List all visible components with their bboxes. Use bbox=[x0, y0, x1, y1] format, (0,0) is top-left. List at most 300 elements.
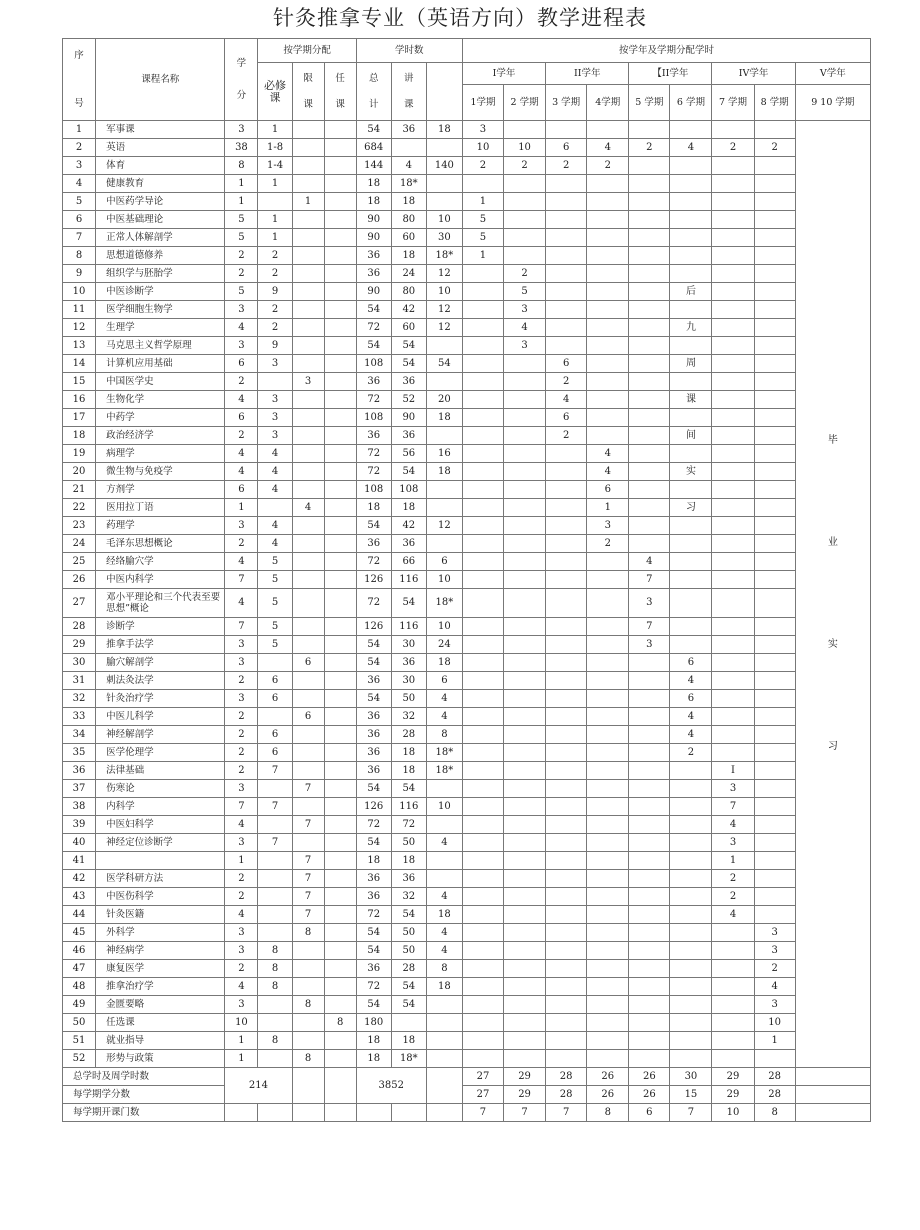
table-cell: 2 bbox=[504, 265, 546, 283]
table-cell bbox=[712, 618, 754, 636]
table-cell bbox=[712, 301, 754, 319]
graduation-internship-cell bbox=[795, 121, 870, 1068]
table-cell: 10 bbox=[426, 283, 462, 301]
course-name: 微生物与免疫学 bbox=[96, 463, 225, 481]
table-cell: 38 bbox=[225, 139, 258, 157]
table-cell: 7 bbox=[712, 798, 754, 816]
table-cell bbox=[670, 618, 712, 636]
table-cell: 4 bbox=[225, 319, 258, 337]
table-cell bbox=[324, 553, 356, 571]
table-cell: 3 bbox=[225, 942, 258, 960]
table-cell bbox=[754, 553, 795, 571]
table-cell: 1 bbox=[587, 499, 629, 517]
table-cell: 2 bbox=[587, 535, 629, 553]
table-cell bbox=[587, 193, 629, 211]
table-cell bbox=[462, 654, 503, 672]
table-cell bbox=[587, 744, 629, 762]
table-cell: 6 bbox=[546, 409, 587, 427]
table-cell bbox=[324, 355, 356, 373]
table-cell bbox=[292, 211, 324, 229]
table-row bbox=[63, 373, 871, 391]
header-hours-blank bbox=[426, 63, 462, 121]
summary-cell bbox=[292, 1104, 324, 1122]
table-cell bbox=[629, 1050, 670, 1068]
table-cell: 7 bbox=[258, 834, 292, 852]
term-credit-cell: 29 bbox=[504, 1086, 546, 1104]
table-cell bbox=[754, 852, 795, 870]
table-cell bbox=[712, 193, 754, 211]
table-cell bbox=[324, 798, 356, 816]
table-cell bbox=[587, 798, 629, 816]
table-cell bbox=[629, 355, 670, 373]
row-seq: 29 bbox=[63, 636, 96, 654]
table-cell bbox=[712, 517, 754, 535]
table-cell bbox=[754, 121, 795, 139]
table-cell: 1 bbox=[225, 1050, 258, 1068]
table-cell bbox=[712, 942, 754, 960]
table-row bbox=[63, 121, 871, 139]
table-cell: 2 bbox=[754, 960, 795, 978]
table-cell bbox=[462, 780, 503, 798]
table-cell bbox=[324, 391, 356, 409]
table-cell bbox=[292, 744, 324, 762]
table-cell bbox=[712, 463, 754, 481]
table-cell: 间 bbox=[670, 427, 712, 445]
weekly-hours-cell: 26 bbox=[587, 1068, 629, 1086]
table-cell: 4 bbox=[670, 672, 712, 690]
table-cell: 6 bbox=[426, 672, 462, 690]
table-cell: 18 bbox=[426, 121, 462, 139]
table-cell bbox=[670, 175, 712, 193]
table-cell: 6 bbox=[258, 726, 292, 744]
table-cell bbox=[546, 906, 587, 924]
row-seq: 14 bbox=[63, 355, 96, 373]
table-cell bbox=[587, 996, 629, 1014]
table-cell: 36 bbox=[356, 672, 391, 690]
table-cell: 24 bbox=[426, 636, 462, 654]
table-cell bbox=[712, 391, 754, 409]
table-cell: 18 bbox=[356, 1032, 391, 1050]
course-name: 形势与政策 bbox=[96, 1050, 225, 1068]
table-cell bbox=[292, 319, 324, 337]
course-name: 刺法灸法学 bbox=[96, 672, 225, 690]
table-cell bbox=[587, 618, 629, 636]
table-cell bbox=[754, 762, 795, 780]
table-cell bbox=[462, 618, 503, 636]
table-cell: 12 bbox=[426, 319, 462, 337]
table-cell: 5 bbox=[225, 283, 258, 301]
table-cell: 1 bbox=[712, 852, 754, 870]
table-cell bbox=[504, 744, 546, 762]
table-cell bbox=[670, 121, 712, 139]
table-cell bbox=[292, 942, 324, 960]
table-cell bbox=[292, 618, 324, 636]
table-cell bbox=[504, 726, 546, 744]
table-cell bbox=[324, 445, 356, 463]
table-cell: 36 bbox=[356, 960, 391, 978]
table-cell: 8 bbox=[225, 157, 258, 175]
table-cell bbox=[462, 355, 503, 373]
table-cell bbox=[546, 1050, 587, 1068]
table-cell bbox=[292, 121, 324, 139]
table-cell bbox=[712, 283, 754, 301]
table-cell bbox=[754, 535, 795, 553]
table-cell: 3 bbox=[225, 337, 258, 355]
table-cell: 10 bbox=[225, 1014, 258, 1032]
table-cell bbox=[629, 175, 670, 193]
course-name: 诊断学 bbox=[96, 618, 225, 636]
table-cell: 36 bbox=[391, 654, 426, 672]
table-cell: 60 bbox=[391, 229, 426, 247]
table-cell bbox=[324, 744, 356, 762]
table-cell: 10 bbox=[426, 211, 462, 229]
table-cell: 6 bbox=[670, 690, 712, 708]
table-cell: 30 bbox=[426, 229, 462, 247]
table-cell bbox=[587, 337, 629, 355]
row-seq: 27 bbox=[63, 589, 96, 618]
table-cell bbox=[546, 870, 587, 888]
table-cell bbox=[462, 175, 503, 193]
table-cell: 2 bbox=[546, 427, 587, 445]
table-cell bbox=[258, 193, 292, 211]
row-seq: 52 bbox=[63, 1050, 96, 1068]
table-cell bbox=[712, 157, 754, 175]
table-cell bbox=[629, 319, 670, 337]
table-cell: 6 bbox=[258, 744, 292, 762]
table-cell bbox=[462, 463, 503, 481]
table-cell bbox=[629, 978, 670, 996]
summary-cell bbox=[324, 1068, 356, 1104]
table-cell bbox=[670, 942, 712, 960]
row-seq: 20 bbox=[63, 463, 96, 481]
table-cell: 18 bbox=[391, 744, 426, 762]
course-count-cell: 8 bbox=[754, 1104, 795, 1122]
table-cell bbox=[324, 762, 356, 780]
table-cell bbox=[426, 1014, 462, 1032]
table-cell bbox=[546, 121, 587, 139]
table-cell bbox=[587, 780, 629, 798]
table-cell bbox=[292, 589, 324, 618]
course-name: 组织学与胚胎学 bbox=[96, 265, 225, 283]
table-row bbox=[63, 301, 871, 319]
table-cell bbox=[670, 589, 712, 618]
table-row bbox=[63, 553, 871, 571]
row-seq: 38 bbox=[63, 798, 96, 816]
table-cell: 2 bbox=[504, 157, 546, 175]
table-cell: 4 bbox=[258, 463, 292, 481]
table-cell: 36 bbox=[356, 744, 391, 762]
table-cell: 2 bbox=[754, 139, 795, 157]
table-cell bbox=[670, 906, 712, 924]
table-row bbox=[63, 265, 871, 283]
summary-label-courses: 每学期开课门数 bbox=[63, 1104, 225, 1122]
table-cell bbox=[462, 409, 503, 427]
table-cell: 5 bbox=[258, 636, 292, 654]
table-cell bbox=[712, 571, 754, 589]
table-cell bbox=[712, 996, 754, 1014]
table-cell bbox=[292, 229, 324, 247]
table-cell: 3 bbox=[225, 996, 258, 1014]
course-name: 神经定位诊断学 bbox=[96, 834, 225, 852]
table-cell bbox=[504, 1032, 546, 1050]
weekly-hours-cell: 27 bbox=[462, 1068, 503, 1086]
table-cell bbox=[754, 481, 795, 499]
table-row bbox=[63, 834, 871, 852]
table-cell bbox=[324, 690, 356, 708]
table-cell bbox=[292, 481, 324, 499]
course-name: 政治经济学 bbox=[96, 427, 225, 445]
table-cell: 10 bbox=[426, 571, 462, 589]
table-cell: 8 bbox=[258, 960, 292, 978]
table-row bbox=[63, 636, 871, 654]
table-cell: 8 bbox=[258, 1032, 292, 1050]
table-cell bbox=[324, 978, 356, 996]
table-cell: 5 bbox=[258, 618, 292, 636]
table-cell bbox=[754, 672, 795, 690]
table-cell bbox=[587, 553, 629, 571]
table-cell bbox=[504, 409, 546, 427]
table-cell: 72 bbox=[356, 978, 391, 996]
table-cell bbox=[324, 409, 356, 427]
table-cell bbox=[587, 978, 629, 996]
table-cell: 课 bbox=[670, 391, 712, 409]
summary-cell bbox=[795, 1086, 870, 1104]
course-name: 任选课 bbox=[96, 1014, 225, 1032]
table-cell bbox=[754, 391, 795, 409]
table-cell: 36 bbox=[356, 265, 391, 283]
table-cell bbox=[587, 1050, 629, 1068]
table-cell bbox=[504, 924, 546, 942]
row-seq: 23 bbox=[63, 517, 96, 535]
term-credit-cell: 15 bbox=[670, 1086, 712, 1104]
table-cell bbox=[754, 193, 795, 211]
table-row bbox=[63, 589, 871, 618]
course-name: 生物化学 bbox=[96, 391, 225, 409]
table-cell: 2 bbox=[258, 247, 292, 265]
course-name: 神经病学 bbox=[96, 942, 225, 960]
table-cell: 6 bbox=[292, 654, 324, 672]
table-cell bbox=[462, 589, 503, 618]
table-cell bbox=[587, 427, 629, 445]
table-cell bbox=[546, 636, 587, 654]
table-cell bbox=[629, 888, 670, 906]
table-cell: 72 bbox=[356, 319, 391, 337]
table-cell: 2 bbox=[225, 726, 258, 744]
table-cell: 18 bbox=[426, 654, 462, 672]
table-cell bbox=[462, 978, 503, 996]
table-cell: 7 bbox=[225, 618, 258, 636]
table-cell bbox=[546, 463, 587, 481]
table-cell bbox=[670, 762, 712, 780]
table-cell bbox=[546, 319, 587, 337]
table-cell bbox=[670, 888, 712, 906]
table-cell bbox=[546, 193, 587, 211]
table-row bbox=[63, 229, 871, 247]
header-lecture: 讲 课 bbox=[391, 63, 426, 121]
row-seq: 35 bbox=[63, 744, 96, 762]
table-cell bbox=[629, 229, 670, 247]
table-cell bbox=[670, 924, 712, 942]
table-cell: 28 bbox=[391, 960, 426, 978]
table-cell: 54 bbox=[356, 834, 391, 852]
table-cell bbox=[324, 618, 356, 636]
table-cell: 5 bbox=[462, 229, 503, 247]
table-cell: 3 bbox=[258, 391, 292, 409]
course-name: 医用拉丁语 bbox=[96, 499, 225, 517]
course-name: 病理学 bbox=[96, 445, 225, 463]
table-cell bbox=[426, 499, 462, 517]
table-cell: 6 bbox=[225, 409, 258, 427]
summary-row-hours bbox=[63, 1068, 871, 1086]
table-cell: 9 bbox=[258, 337, 292, 355]
course-name: 内科学 bbox=[96, 798, 225, 816]
table-cell bbox=[292, 726, 324, 744]
table-cell: 18 bbox=[356, 499, 391, 517]
table-row bbox=[63, 481, 871, 499]
course-name: 医学科研方法 bbox=[96, 870, 225, 888]
table-cell bbox=[546, 780, 587, 798]
table-cell bbox=[462, 481, 503, 499]
table-cell bbox=[462, 852, 503, 870]
table-cell bbox=[546, 535, 587, 553]
table-cell: 72 bbox=[356, 445, 391, 463]
table-cell bbox=[629, 708, 670, 726]
table-cell: 7 bbox=[292, 852, 324, 870]
table-cell bbox=[670, 960, 712, 978]
header-term-1: 1学期 bbox=[462, 85, 503, 121]
row-seq: 15 bbox=[63, 373, 96, 391]
table-cell: 2 bbox=[712, 139, 754, 157]
table-cell bbox=[504, 870, 546, 888]
table-cell: 3 bbox=[754, 942, 795, 960]
table-cell bbox=[426, 175, 462, 193]
table-cell: 4 bbox=[225, 553, 258, 571]
table-cell: 8 bbox=[292, 996, 324, 1014]
row-seq: 42 bbox=[63, 870, 96, 888]
table-cell bbox=[670, 1032, 712, 1050]
table-cell: 18 bbox=[391, 499, 426, 517]
table-cell: 36 bbox=[356, 708, 391, 726]
table-cell bbox=[504, 618, 546, 636]
term-credit-cell: 26 bbox=[587, 1086, 629, 1104]
header-term-9-10: 9 10 学期 bbox=[795, 85, 870, 121]
table-cell: 3 bbox=[712, 780, 754, 798]
table-cell: 7 bbox=[629, 618, 670, 636]
table-cell bbox=[546, 726, 587, 744]
table-cell bbox=[629, 690, 670, 708]
table-cell: 52 bbox=[391, 391, 426, 409]
table-cell bbox=[629, 337, 670, 355]
table-cell: 7 bbox=[292, 870, 324, 888]
table-cell bbox=[462, 283, 503, 301]
table-cell: 2 bbox=[670, 744, 712, 762]
table-cell bbox=[629, 481, 670, 499]
table-cell bbox=[462, 337, 503, 355]
table-cell bbox=[324, 589, 356, 618]
table-cell: 2 bbox=[587, 157, 629, 175]
table-cell bbox=[504, 517, 546, 535]
table-cell bbox=[324, 780, 356, 798]
table-cell bbox=[754, 319, 795, 337]
table-cell: 3 bbox=[225, 517, 258, 535]
table-cell bbox=[324, 157, 356, 175]
table-cell bbox=[629, 942, 670, 960]
course-name: 邓小平理论和三个代表至要思想”概论 bbox=[96, 589, 225, 618]
table-cell bbox=[670, 301, 712, 319]
header-term-2: 2 学期 bbox=[504, 85, 546, 121]
table-cell: 1 bbox=[258, 211, 292, 229]
table-cell bbox=[462, 672, 503, 690]
table-cell: 4 bbox=[225, 589, 258, 618]
graduation-char: 习 bbox=[827, 741, 838, 752]
table-cell bbox=[712, 121, 754, 139]
course-count-cell: 7 bbox=[504, 1104, 546, 1122]
row-seq: 48 bbox=[63, 978, 96, 996]
table-cell bbox=[504, 708, 546, 726]
summary-cell bbox=[426, 1068, 462, 1104]
table-cell bbox=[546, 816, 587, 834]
table-cell: 18* bbox=[426, 247, 462, 265]
table-row bbox=[63, 960, 871, 978]
table-cell bbox=[629, 798, 670, 816]
table-cell: 7 bbox=[225, 571, 258, 589]
table-cell bbox=[629, 301, 670, 319]
table-cell bbox=[546, 690, 587, 708]
table-cell bbox=[712, 409, 754, 427]
table-cell: 2 bbox=[546, 373, 587, 391]
table-cell bbox=[712, 690, 754, 708]
course-name: 针灸医籍 bbox=[96, 906, 225, 924]
row-seq: 26 bbox=[63, 571, 96, 589]
table-cell bbox=[546, 571, 587, 589]
table-cell: 36 bbox=[391, 373, 426, 391]
table-cell bbox=[504, 636, 546, 654]
table-cell bbox=[292, 337, 324, 355]
table-cell: 6 bbox=[426, 553, 462, 571]
table-cell: 36 bbox=[391, 121, 426, 139]
header-term-4: 4学期 bbox=[587, 85, 629, 121]
table-cell bbox=[324, 121, 356, 139]
row-seq: 11 bbox=[63, 301, 96, 319]
table-cell bbox=[426, 337, 462, 355]
table-cell bbox=[292, 355, 324, 373]
table-cell: 12 bbox=[426, 265, 462, 283]
table-cell bbox=[587, 211, 629, 229]
summary-cell bbox=[225, 1104, 258, 1122]
table-cell: 18* bbox=[426, 744, 462, 762]
table-cell bbox=[258, 816, 292, 834]
table-cell: 1 bbox=[754, 1032, 795, 1050]
table-cell bbox=[754, 229, 795, 247]
table-cell: 90 bbox=[391, 409, 426, 427]
table-cell: 56 bbox=[391, 445, 426, 463]
table-cell: 1 bbox=[225, 1032, 258, 1050]
table-cell bbox=[546, 924, 587, 942]
table-row bbox=[63, 888, 871, 906]
header-term-3: 3 学期 bbox=[546, 85, 587, 121]
row-seq: 36 bbox=[63, 762, 96, 780]
table-cell: 7 bbox=[292, 906, 324, 924]
table-cell bbox=[546, 229, 587, 247]
table-cell: 54 bbox=[356, 690, 391, 708]
row-seq: 5 bbox=[63, 193, 96, 211]
table-cell: 1 bbox=[225, 175, 258, 193]
table-cell bbox=[587, 247, 629, 265]
table-cell bbox=[546, 762, 587, 780]
table-row bbox=[63, 517, 871, 535]
table-cell bbox=[712, 247, 754, 265]
table-cell: 90 bbox=[356, 283, 391, 301]
